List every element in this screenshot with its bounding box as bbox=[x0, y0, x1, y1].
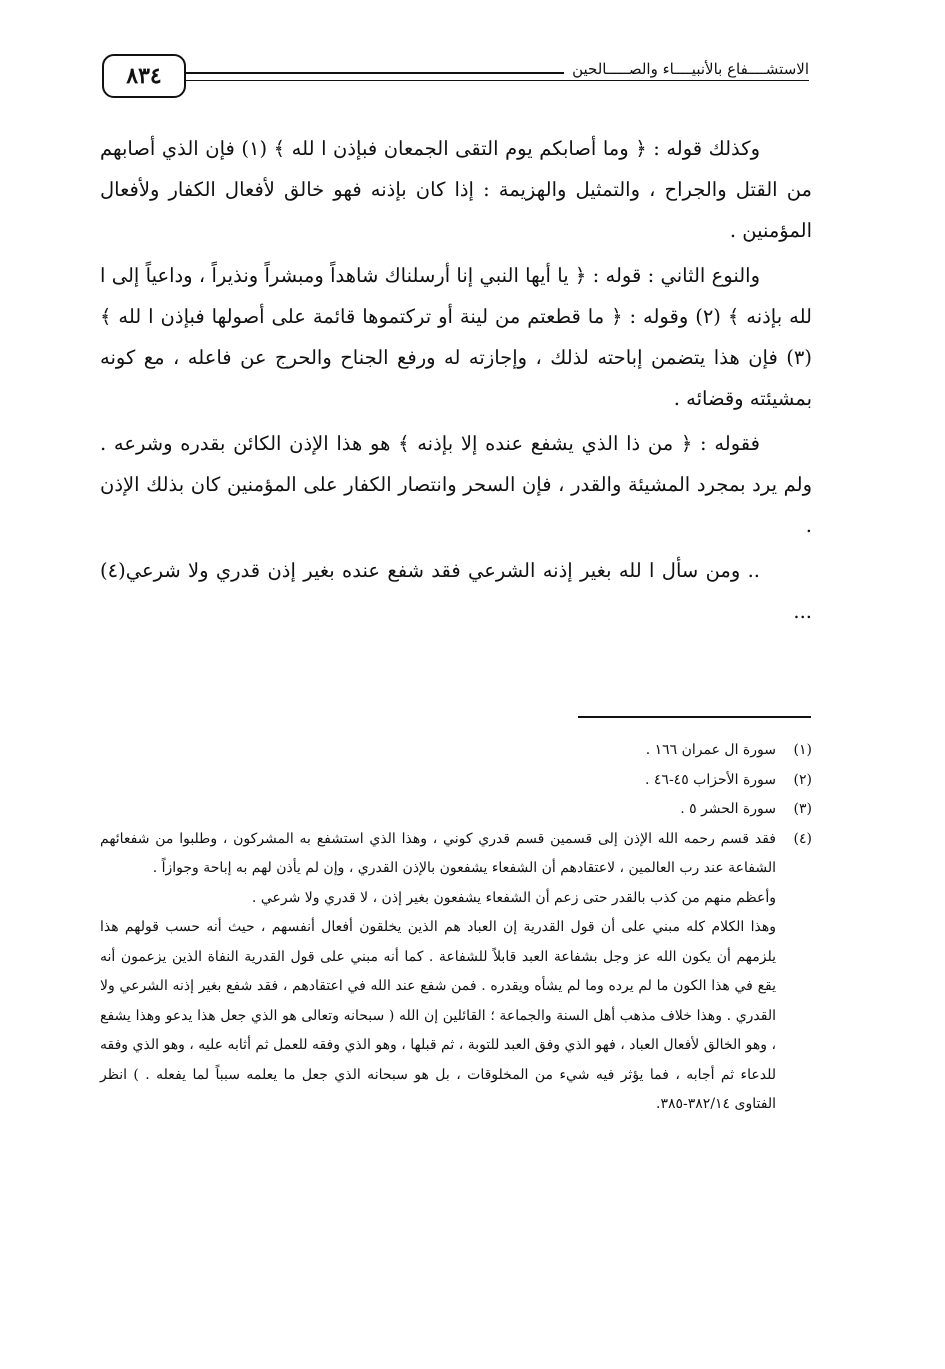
paragraph: والنوع الثاني : قوله : ﴿ يا أيها النبي إنا أرسلناك شاهداً ومبشراً ونذيراً ، وداعياً إلى ا لله بإذنه ﴾ (٢) وقوله : ﴿ ما قطعتم من لينة أو تركتموها قائمة على أصولها فبإذن ا لله ﴾(٣) فإن هذا يتضمن إباحته لذلك ، وإجازته له ورفع الجناح والحرج عن فاعله ، مع كونه بمشيئته وقضائه . bbox=[100, 264, 812, 410]
footnote-text: فقد قسم رحمه الله الإذن إلى قسمين قسم قدري كوني ، وهذا الذي استشفع به المشركون ، وطلبوا من شفعائهم الشفاعة عند رب العالمين ، لاعتقادهم أن الشفعاء يشفعون بالإذن القدري ، وإن لم يأذن لهم به إباحة وجوازاً . bbox=[100, 830, 776, 876]
footnote-text: سورة الحشر ٥ . bbox=[680, 801, 776, 817]
footnote-number: (٢) bbox=[793, 771, 812, 788]
footnote-number: (٣) bbox=[793, 801, 812, 817]
footnote-item bbox=[100, 766, 812, 796]
footnote-text: سورة الأحزاب ٤٥-٤٦ . bbox=[644, 771, 776, 788]
running-title: الاستشــــفاع بالأنبيــــاء والصـــــالحين bbox=[564, 60, 809, 78]
footnote-number: (١) bbox=[793, 742, 812, 758]
footnote-continuation: وأعظم منهم من كذب بالقدر حتى زعم أن الشفعاء يشفعون بغير إذن ، لا قدري ولا شرعي . bbox=[251, 889, 776, 906]
paragraph: فقوله : ﴿ من ذا الذي يشفع عنده إلا بإذنه ﴾ هو هذا الإذن الكائن بقدره وشرعه . ولم يرد بمجرد المشيئة والقدر ، فإن السحر وانتصار الكفار على المؤمنين كان بذلك الإذن . bbox=[100, 432, 812, 537]
footnote-text: سورة ال عمران ١٦٦ . bbox=[645, 742, 776, 758]
paragraph: وكذلك قوله : ﴿ وما أصابكم يوم التقى الجمعان فبإذن ا لله ﴾ (١) فإن الذي أصابهم من القتل والجراح ، والتمثيل والهزيمة : إذا كان بإذنه فهو خالق لأفعال الكفار ولأفعال المؤمنين . bbox=[100, 137, 812, 242]
page-number: ٨٣٤ bbox=[102, 54, 186, 98]
header-rule-thin bbox=[183, 80, 809, 81]
footnote-separator bbox=[578, 716, 811, 718]
footnote-item bbox=[100, 825, 812, 884]
footnote-item bbox=[100, 736, 812, 766]
footnote-continuation: وهذا الكلام كله مبني على أن قول القدرية إن العباد هم الذين يخلقون أفعال أنفسهم ، حيث أنه حسب قولهم هذا يلزمهم أن يكون الله عز وجل بشفاعة العبد قابلاً للشفاعة . كما أنه مبني على قول القدرية النفاة الذين يزعمون أنه يقع في هذا الكون ما لم يرده وما لم يشأه ويقدره . فمن شفع عند الله في اعتقادهم ، فقد شفع بغير إذنه الشرعي ولا القدري . وهذا خلاف مذهب أهل السنة والجماعة ؛ القائلين إن الله ( سبحانه وتعالى هو الذي جعل هذا يدعو وهذا يشفع ، وهو الخالق لأفعال العباد ، فهو الذي وفق العبد للتوبة ، ثم قبلها ، وهو الذي وفقه للعمل ثم أثابه عليه ، وهو الذي وفقه للدعاء ثم أجابه ، فما يؤثر فيه شيء من المخلوقات ، بل هو سبحانه الذي جعل ما يعلمه سبباً لما يفعله . ) انظر الفتاوى ٣٨٢/١٤-٣٨٥. bbox=[100, 919, 776, 1112]
main-text bbox=[100, 128, 812, 632]
footnotes bbox=[100, 736, 812, 1120]
footnote-number: (٤) bbox=[793, 830, 812, 847]
paragraph: .. ومن سأل ا لله بغير إذنه الشرعي فقد شفع عنده بغير إذن قدري ولا شرعي(٤) ... bbox=[100, 559, 812, 623]
footnote-item bbox=[100, 795, 812, 825]
